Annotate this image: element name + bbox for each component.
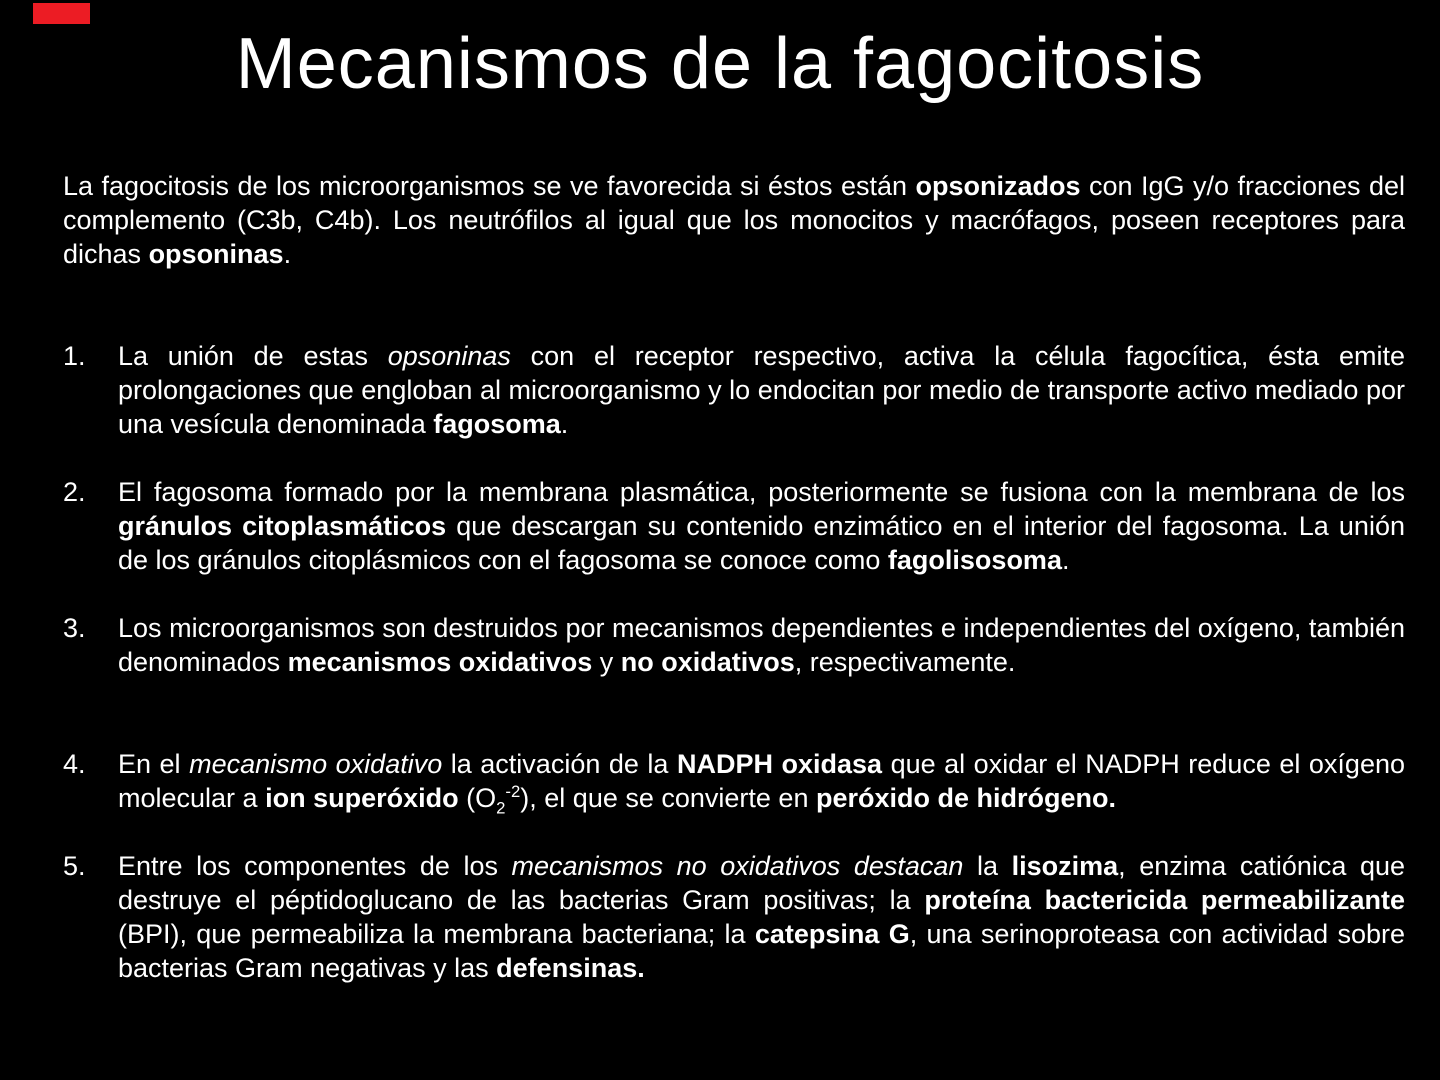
slide-title: Mecanismos de la fagocitosis — [235, 24, 1205, 104]
intro-paragraph: La fagocitosis de los microorganismos se ve favorecida si éstos están opsonizados con IgG y/o fracciones del complemento (C3b, C4b). Los neutrófilos al igual que los monocitos y macrófagos, poseen receptores para dichas opsoninas. — [63, 170, 1405, 269]
list-item-text: La unión de estas opsoninas con el receptor respectivo, activa la célula fagocítica, ésta emite prolongaciones que engloban al microorganismo y lo endocitan por medio de transporte activo mediado por una vesícula denominada fagosoma. — [118, 340, 1405, 439]
list-item — [63, 611, 1405, 679]
numbered-list — [63, 339, 1405, 985]
list-item — [63, 849, 1405, 985]
list-item-text: Los microorganismos son destruidos por mecanismos dependientes e independientes del oxígeno, también denominados mecanismos oxidativos y no oxidativos, respectivamente. — [118, 612, 1405, 677]
list-item-text: El fagosoma formado por la membrana plasmática, posteriormente se fusiona con la membrana de los gránulos citoplasmáticos que descargan su contenido enzimático en el interior del fagosoma. La unión de los gránulos citoplásmicos con el fagosoma se conoce como fagolisosoma. — [118, 476, 1405, 575]
list-item-text: Entre los componentes de los mecanismos no oxidativos destacan la lisozima, enzima catiónica que destruye el péptidoglucano de las bacterias Gram positivas; la proteína bactericida permeabilizante (BPI), que permeabiliza la membrana bacteriana; la catepsina G, una serinoproteasa con actividad sobre bacterias Gram negativas y las defensinas. — [118, 850, 1406, 983]
red-marker — [33, 3, 90, 24]
list-item-number: 2. — [63, 476, 86, 507]
list-item — [63, 339, 1405, 441]
list-item-number: 4. — [63, 748, 86, 779]
slide-body — [0, 169, 1440, 985]
list-item-number: 3. — [63, 612, 86, 643]
list-item-number: 5. — [63, 850, 86, 881]
list-item — [63, 475, 1405, 577]
list-item-number: 1. — [63, 340, 86, 371]
list-item-text: En el mecanismo oxidativo la activación de la NADPH oxidasa que al oxidar el NADPH reduce el oxígeno molecular a ion superóxido $(O_2^{-2})$, el que se convierte en peróxido de hidrógeno. — [118, 748, 1405, 818]
list-item — [63, 747, 1405, 818]
